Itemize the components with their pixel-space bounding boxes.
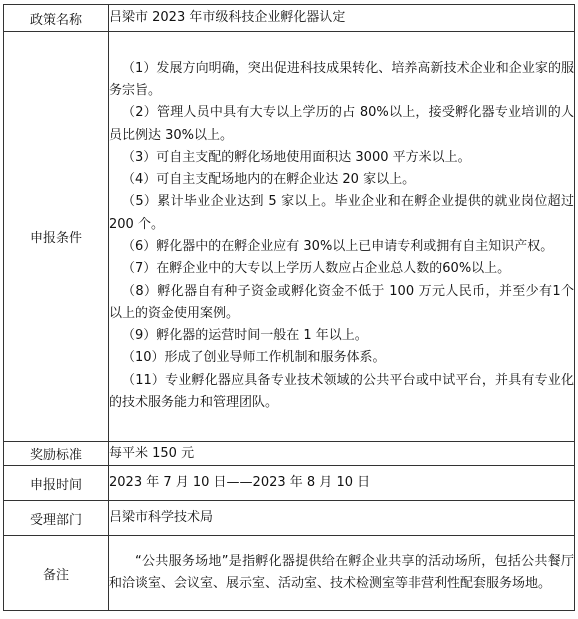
condition-item: （8）孵化器自有种子资金或孵化资金不低于 100 万元人民币，并至少有1个以上的资金使用案例。	[109, 283, 574, 321]
condition-item: （5）累计毕业企业达到 5 家以上。毕业企业和在孵企业提供的就业岗位超过 200 个。	[109, 194, 574, 232]
reward-label: 奖励标准	[4, 442, 109, 466]
policy-name-row	[4, 5, 575, 32]
conditions-row	[4, 32, 575, 442]
reward-value: 每平米 150 元	[109, 442, 575, 466]
department-value: 吕梁市科学技术局	[109, 501, 575, 536]
policy-name-value: 吕梁市 2023 年市级科技企业孵化器认定	[109, 5, 575, 32]
policy-table	[3, 4, 575, 611]
remark-value: “公共服务场地”是指孵化器提供给在孵企业共享的活动场所，包括公共餐厅和洽谈室、会议室、展示室、活动室、技术检测室等非营利性配套服务场地。	[109, 553, 574, 591]
condition-item: （2）管理人员中具有大专以上学历的占 80%以上，接受孵化器专业培训的人员比例达 30%以上。	[109, 105, 574, 143]
condition-item: （10）形成了创业导师工作机制和服务体系。	[122, 350, 386, 366]
remark-cell	[109, 536, 575, 611]
period-value: 2023 年 7 月 10 日——2023 年 8 月 10 日	[109, 466, 575, 501]
conditions-label: 申报条件	[4, 32, 109, 442]
department-label: 受理部门	[4, 501, 109, 536]
reward-row	[4, 442, 575, 466]
remark-label: 备注	[4, 536, 109, 611]
department-row	[4, 501, 575, 536]
condition-item: （9）孵化器的运营时间一般在 1 年以上。	[122, 328, 368, 344]
condition-item: （1）发展方向明确，突出促进科技成果转化、培养高新技术企业和企业家的服务宗旨。	[109, 60, 574, 98]
condition-item: （7）在孵企业中的大专以上学历人数应占企业总人数的60%以上。	[122, 261, 511, 277]
period-row	[4, 466, 575, 501]
policy-name-label: 政策名称	[4, 5, 109, 32]
conditions-cell	[109, 32, 575, 442]
period-label: 申报时间	[4, 466, 109, 501]
conditions-list	[109, 57, 574, 417]
condition-item: （6）孵化器中的在孵企业应有 30%以上已申请专利或拥有自主知识产权。	[122, 239, 554, 254]
condition-item: （3）可自主支配的孵化场地使用面积达 3000 平方米以上。	[122, 149, 471, 165]
condition-item: （11）专业孵化器应具备专业技术领域的公共平台或中试平台，并具有专业化的技术服务能力和管理团队。	[109, 372, 574, 411]
remark-row	[4, 536, 575, 611]
condition-item: （4）可自主支配场地内的在孵企业达 20 家以上。	[122, 172, 416, 188]
